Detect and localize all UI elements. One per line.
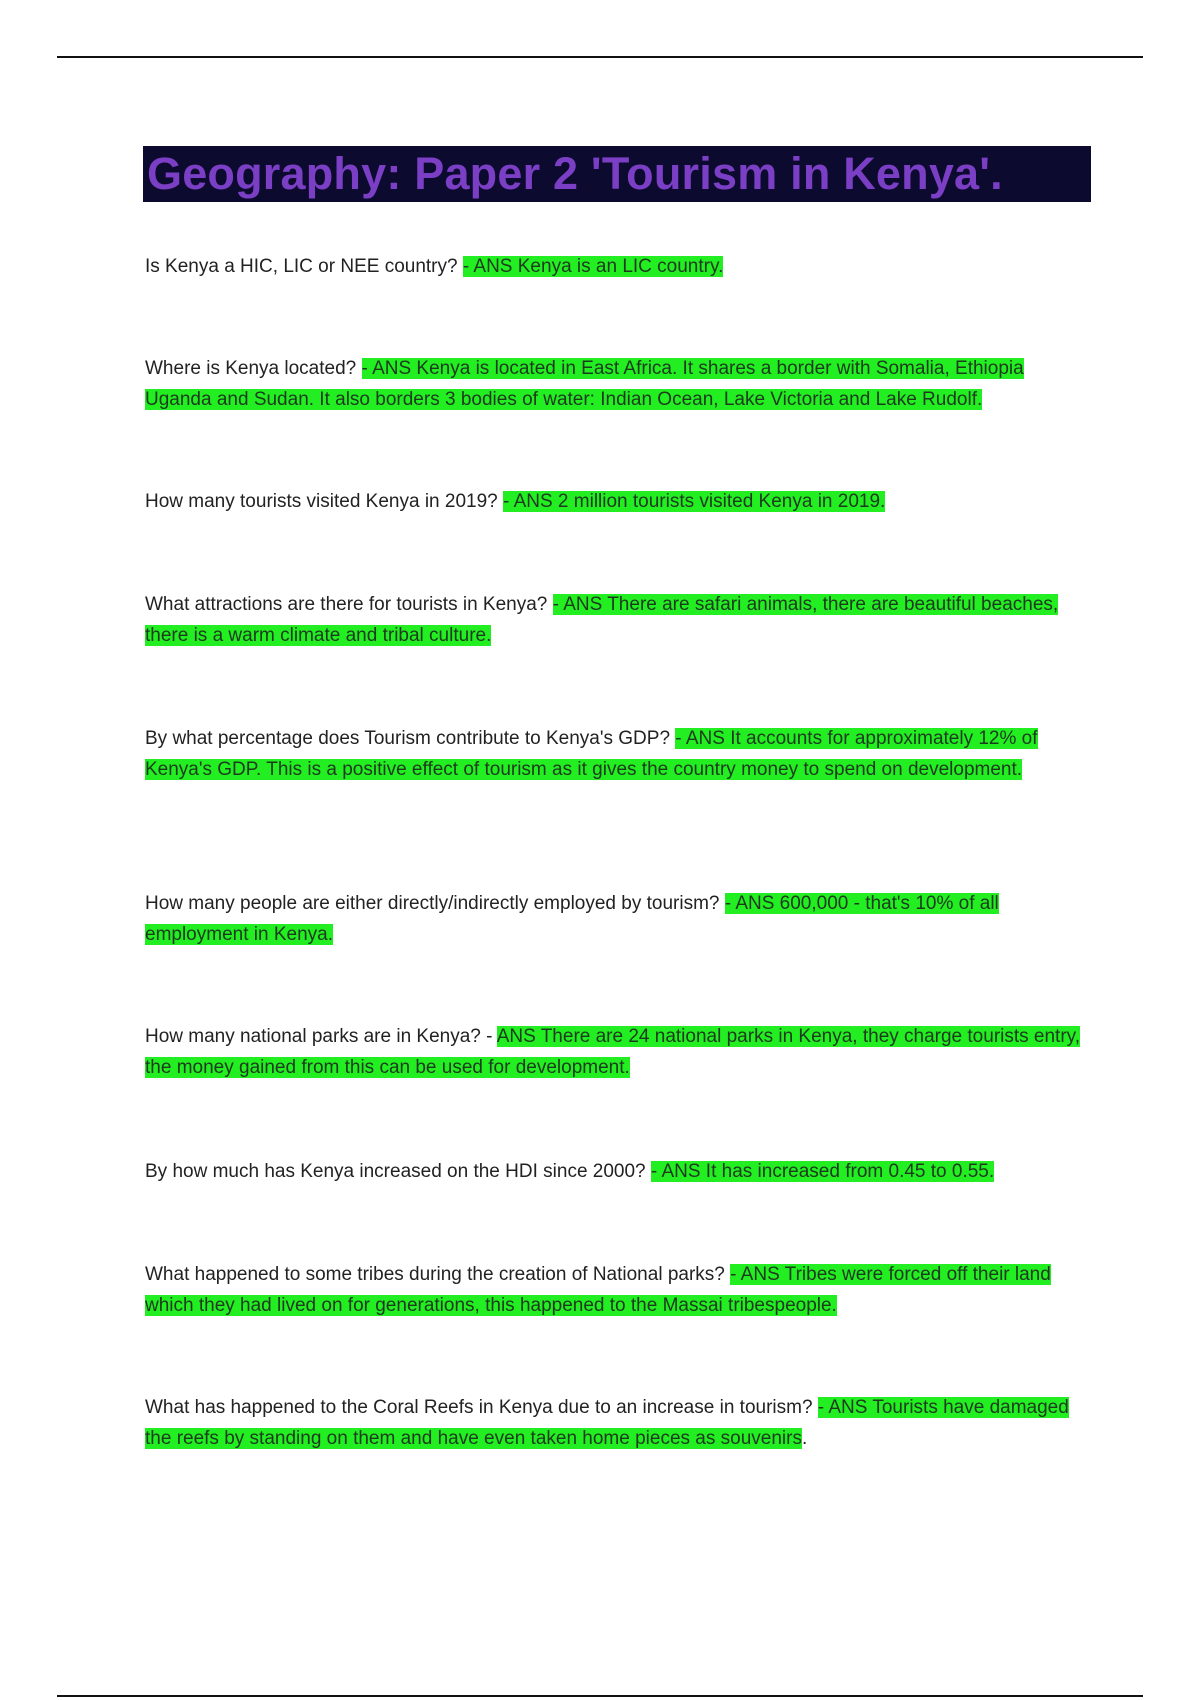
qa-item-4	[145, 589, 1095, 651]
answer-text: ANS There are 24 national parks in Kenya, they charge tourists entry, the money gained from this can be used for development.	[145, 1026, 1081, 1078]
answer-text: - ANS Tribes were forced off their land which they had lived on for generations, this happened to the Massai tribespeople.	[145, 1264, 1051, 1316]
answer-text: - ANS It has increased from 0.45 to 0.55.	[650, 1161, 995, 1182]
answer-text: - ANS It accounts for approximately 12% of Kenya's GDP. This is a positive effect of tourism as it gives the country money to spend on development.	[145, 728, 1038, 780]
question-suffix: -	[486, 1026, 497, 1047]
qa-item-10	[145, 1392, 1095, 1454]
page-bottom-rule	[57, 1695, 1143, 1697]
answer-text: - ANS Kenya is located in East Africa. It shares a border with Somalia, Ethiopia Uganda and Sudan. It also borders 3 bodies of water: Indian Ocean, Lake Victoria and Lake Rudolf.	[145, 358, 1024, 410]
answer-text: - ANS 600,000 - that's 10% of all employment in Kenya.	[145, 893, 999, 945]
qa-item-7	[145, 1021, 1095, 1083]
question-text: What attractions are there for tourists in Kenya?	[145, 594, 553, 615]
question-text: How many national parks are in Kenya?	[145, 1026, 487, 1047]
question-text: Is Kenya a HIC, LIC or NEE country?	[145, 256, 463, 277]
qa-item-1	[145, 251, 1095, 282]
question-text: By what percentage does Tourism contribute to Kenya's GDP?	[145, 728, 676, 749]
page-top-rule	[57, 56, 1143, 58]
answer-text: - ANS 2 million tourists visited Kenya in 2019.	[503, 491, 886, 512]
answer-trailing: .	[801, 1428, 808, 1449]
question-text: How many tourists visited Kenya in 2019?	[145, 491, 504, 512]
question-text: What happened to some tribes during the creation of National parks?	[145, 1264, 731, 1285]
qa-item-6	[145, 888, 1095, 950]
qa-item-3	[145, 486, 1095, 517]
qa-item-2	[145, 353, 1095, 415]
answer-text: - ANS Tourists have damaged the reefs by standing on them and have even taken home pieces as souvenirs	[145, 1397, 1069, 1449]
document-title: Geography: Paper 2 'Tourism in Kenya'.	[147, 148, 1003, 199]
question-text: Where is Kenya located?	[145, 358, 362, 379]
title-banner	[143, 146, 1091, 202]
qa-item-5	[145, 723, 1095, 785]
answer-text: - ANS Kenya is an LIC country.	[462, 256, 724, 277]
qa-item-9	[145, 1259, 1095, 1321]
question-text: How many people are either directly/indirectly employed by tourism?	[145, 893, 725, 914]
question-text: By how much has Kenya increased on the HDI since 2000?	[145, 1161, 651, 1182]
question-text: What has happened to the Coral Reefs in Kenya due to an increase in tourism?	[145, 1397, 818, 1418]
qa-item-8	[145, 1156, 1095, 1187]
answer-text: - ANS There are safari animals, there are beautiful beaches, there is a warm climate and tribal culture.	[145, 594, 1059, 646]
